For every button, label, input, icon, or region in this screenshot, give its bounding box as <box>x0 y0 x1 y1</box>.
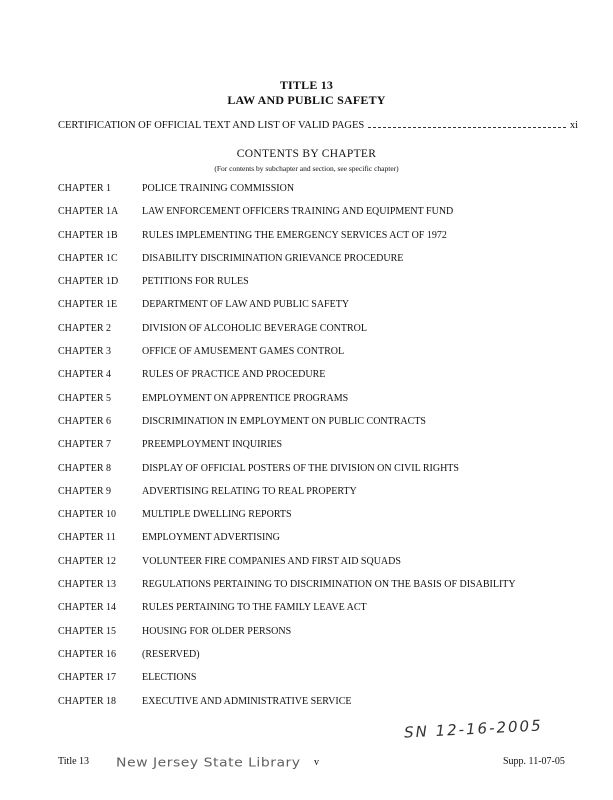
chapter-number: CHAPTER 5 <box>58 392 112 404</box>
chapter-number: CHAPTER 14 <box>58 602 117 614</box>
chapter-number: CHAPTER 1C <box>58 252 118 264</box>
footer-page-number: v <box>314 757 319 768</box>
chapter-number: CHAPTER 17 <box>58 672 117 684</box>
chapter-name: ADVERTISING RELATING TO REAL PROPERTY <box>142 485 357 497</box>
chapter-number: CHAPTER 13 <box>58 579 117 591</box>
chapter-name: PREEMPLOYMENT INQUIRIES <box>142 439 283 451</box>
footer-title: Title 13 <box>58 756 90 767</box>
library-stamp: New Jersey State Library <box>116 755 301 771</box>
document-subtitle: LAW AND PUBLIC SAFETY <box>227 93 386 107</box>
chapter-number: CHAPTER 6 <box>58 415 112 427</box>
chapter-name: RULES IMPLEMENTING THE EMERGENCY SERVICES ACT OF 1972 <box>142 229 447 241</box>
chapter-number: CHAPTER 1 <box>58 183 112 194</box>
chapter-name: EMPLOYMENT ADVERTISING <box>142 532 280 544</box>
chapter-row <box>58 276 578 299</box>
chapter-number: CHAPTER 1A <box>58 206 119 218</box>
chapter-name: EMPLOYMENT ON APPRENTICE PROGRAMS <box>142 392 349 404</box>
chapter-name: DISABILITY DISCRIMINATION GRIEVANCE PROCEDURE <box>142 252 404 264</box>
chapter-row <box>58 626 578 649</box>
handwritten-annotation: SN 12-16-2005 <box>403 716 544 742</box>
chapter-row <box>58 369 578 392</box>
chapter-row <box>58 509 578 532</box>
chapter-number: CHAPTER 7 <box>58 439 112 451</box>
chapter-row <box>58 253 578 276</box>
chapter-row <box>58 346 578 369</box>
chapter-list <box>58 183 578 719</box>
chapter-number: CHAPTER 3 <box>58 346 112 358</box>
chapter-number: CHAPTER 10 <box>58 509 117 521</box>
certification-label: CERTIFICATION OF OFFICIAL TEXT AND LIST OF VALID PAGES <box>58 120 365 131</box>
chapter-number: CHAPTER 16 <box>58 648 117 660</box>
chapter-row <box>58 230 578 253</box>
chapter-name: (RESERVED) <box>142 648 200 660</box>
chapter-row <box>58 463 578 486</box>
chapter-name: REGULATIONS PERTAINING TO DISCRIMINATION ON THE BASIS OF DISABILITY <box>142 579 516 591</box>
contents-heading: CONTENTS BY CHAPTER <box>236 148 377 160</box>
chapter-name: MULTIPLE DWELLING REPORTS <box>142 509 292 521</box>
certification-line <box>58 119 578 131</box>
chapter-row <box>58 486 578 509</box>
chapter-name: VOLUNTEER FIRE COMPANIES AND FIRST AID SQUADS <box>142 555 401 567</box>
chapter-number: CHAPTER 11 <box>58 532 116 544</box>
document-title: TITLE 13 <box>279 78 334 92</box>
chapter-number: CHAPTER 1B <box>58 229 118 241</box>
chapter-name: OFFICE OF AMUSEMENT GAMES CONTROL <box>142 346 345 358</box>
chapter-name: RULES OF PRACTICE AND PROCEDURE <box>142 369 326 381</box>
chapter-number: CHAPTER 4 <box>58 369 112 381</box>
chapter-number: CHAPTER 1E <box>58 299 118 311</box>
chapter-row <box>58 579 578 602</box>
chapter-number: CHAPTER 18 <box>58 695 117 707</box>
contents-note: (For contents by subchapter and section, see specific chapter) <box>214 164 399 173</box>
chapter-name: LAW ENFORCEMENT OFFICERS TRAINING AND EQUIPMENT FUND <box>142 206 454 218</box>
chapter-name: DEPARTMENT OF LAW AND PUBLIC SAFETY <box>142 299 350 311</box>
chapter-row <box>58 393 578 416</box>
chapter-number: CHAPTER 2 <box>58 322 112 334</box>
chapter-row <box>58 416 578 439</box>
chapter-number: CHAPTER 8 <box>58 462 112 474</box>
chapter-name: ELECTIONS <box>142 672 197 684</box>
chapter-row <box>58 602 578 625</box>
chapter-number: CHAPTER 1D <box>58 276 119 288</box>
chapter-row <box>58 696 578 719</box>
chapter-row <box>58 556 578 579</box>
footer-supplement: Supp. 11-07-05 <box>503 756 565 767</box>
certification-page: xi <box>569 120 578 131</box>
chapter-name: POLICE TRAINING COMMISSION <box>142 183 295 194</box>
dot-leader <box>368 119 566 128</box>
chapter-row <box>58 323 578 346</box>
chapter-name: EXECUTIVE AND ADMINISTRATIVE SERVICE <box>142 695 352 707</box>
chapter-number: CHAPTER 12 <box>58 555 117 567</box>
chapter-name: DISPLAY OF OFFICIAL POSTERS OF THE DIVISION ON CIVIL RIGHTS <box>142 462 459 474</box>
chapter-row <box>58 649 578 672</box>
chapter-row <box>58 532 578 555</box>
chapter-row <box>58 183 578 206</box>
chapter-name: DISCRIMINATION IN EMPLOYMENT ON PUBLIC CONTRACTS <box>142 415 426 427</box>
chapter-name: DIVISION OF ALCOHOLIC BEVERAGE CONTROL <box>142 322 367 334</box>
chapter-number: CHAPTER 9 <box>58 485 112 497</box>
chapter-row <box>58 672 578 695</box>
chapter-row <box>58 439 578 462</box>
chapter-name: HOUSING FOR OLDER PERSONS <box>142 625 292 637</box>
chapter-name: PETITIONS FOR RULES <box>142 276 249 288</box>
chapter-name: RULES PERTAINING TO THE FAMILY LEAVE ACT <box>142 602 367 614</box>
chapter-number: CHAPTER 15 <box>58 625 117 637</box>
chapter-row <box>58 299 578 322</box>
chapter-row <box>58 206 578 229</box>
